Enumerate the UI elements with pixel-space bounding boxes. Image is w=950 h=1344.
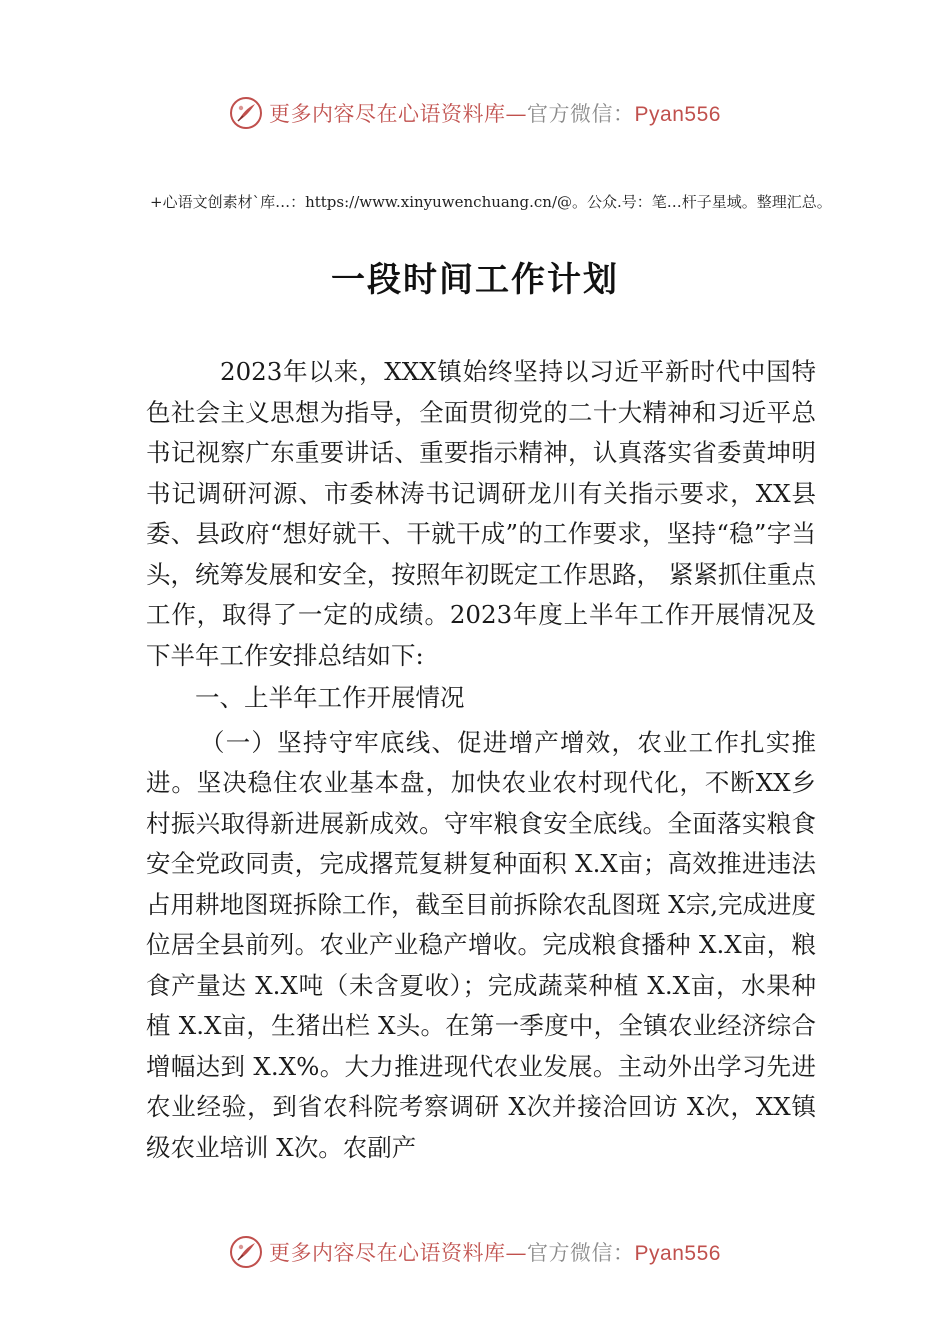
section-heading: 一、上半年工作开展情况 [195,683,465,712]
wechat-label: 官方微信： [527,1241,635,1265]
intro-paragraph: 2023年以来，XXX镇始终坚持以习近平新时代中国特色社会主义思想为指导，全面贯彻党的二十大精神和习近平总书记视察广东重要讲话、重要指示精神，认真落实省委黄坤明书记调研河源、市委林涛书记调研龙川有关指示要求，XX县委、县政府“想好就干、干就干成”的工作要求，坚持“稳”字当头，统筹发展和安全，按照年初既定工作思路， 紧紧抓住重点工作，取得了一定的成绩。2023年度上半年工作开展情况及下半年工作安排总结如下: [146,357,816,670]
brand-text: 更多内容尽在心语资料库 [269,1241,506,1265]
header-watermark-banner [0,93,950,133]
brand-text: 更多内容尽在心语资料库 [269,102,506,126]
wechat-label: 官方微信： [527,102,635,126]
brand-dash: — [505,102,528,126]
brand-dash: — [505,1241,528,1265]
document-title: 一段时间工作计划 [331,260,619,300]
document-body [146,352,816,1168]
quill-pen-icon [229,96,263,130]
watermark-text [269,1237,721,1267]
source-note: +心语文创素材`库…：https://www.xinyuwenchuang.cn/@。公众.号：笔…杆子星域。整理汇总。 [150,193,832,211]
subsection-paragraph: （一）坚持守牢底线、促进增产增效，农业工作扎实推进。坚决稳住农业基本盘，加快农业农村现代化，不断XX乡村振兴取得新进展新成效。守牢粮食安全底线。全面落实粮食安全党政同责，完成撂荒复耕复种面积 X.X亩；高效推进违法占用耕地图斑拆除工作，截至目前拆除农乱图斑 X宗,完成进度位居全县前列。农业产业稳产增收。完成粮食播种 X.X亩，粮食产量达 X.X吨（未含夏收）；完成蔬菜种植 X.X亩，水果种植 X.X亩，生猪出栏 X头。在第一季度中，全镇农业经济综合增幅达到 X.X%。大力推进现代农业发展。主动外出学习先进农业经验，到省农科院考察调研 X次并接洽回访 X次，XX镇级农业培训 X次。农副产 [146,727,817,1162]
watermark-text [269,98,721,128]
quill-pen-icon [229,1235,263,1269]
footer-watermark-banner [0,1232,950,1272]
wechat-id: Pyan556 [634,1242,721,1265]
wechat-id: Pyan556 [634,103,721,126]
